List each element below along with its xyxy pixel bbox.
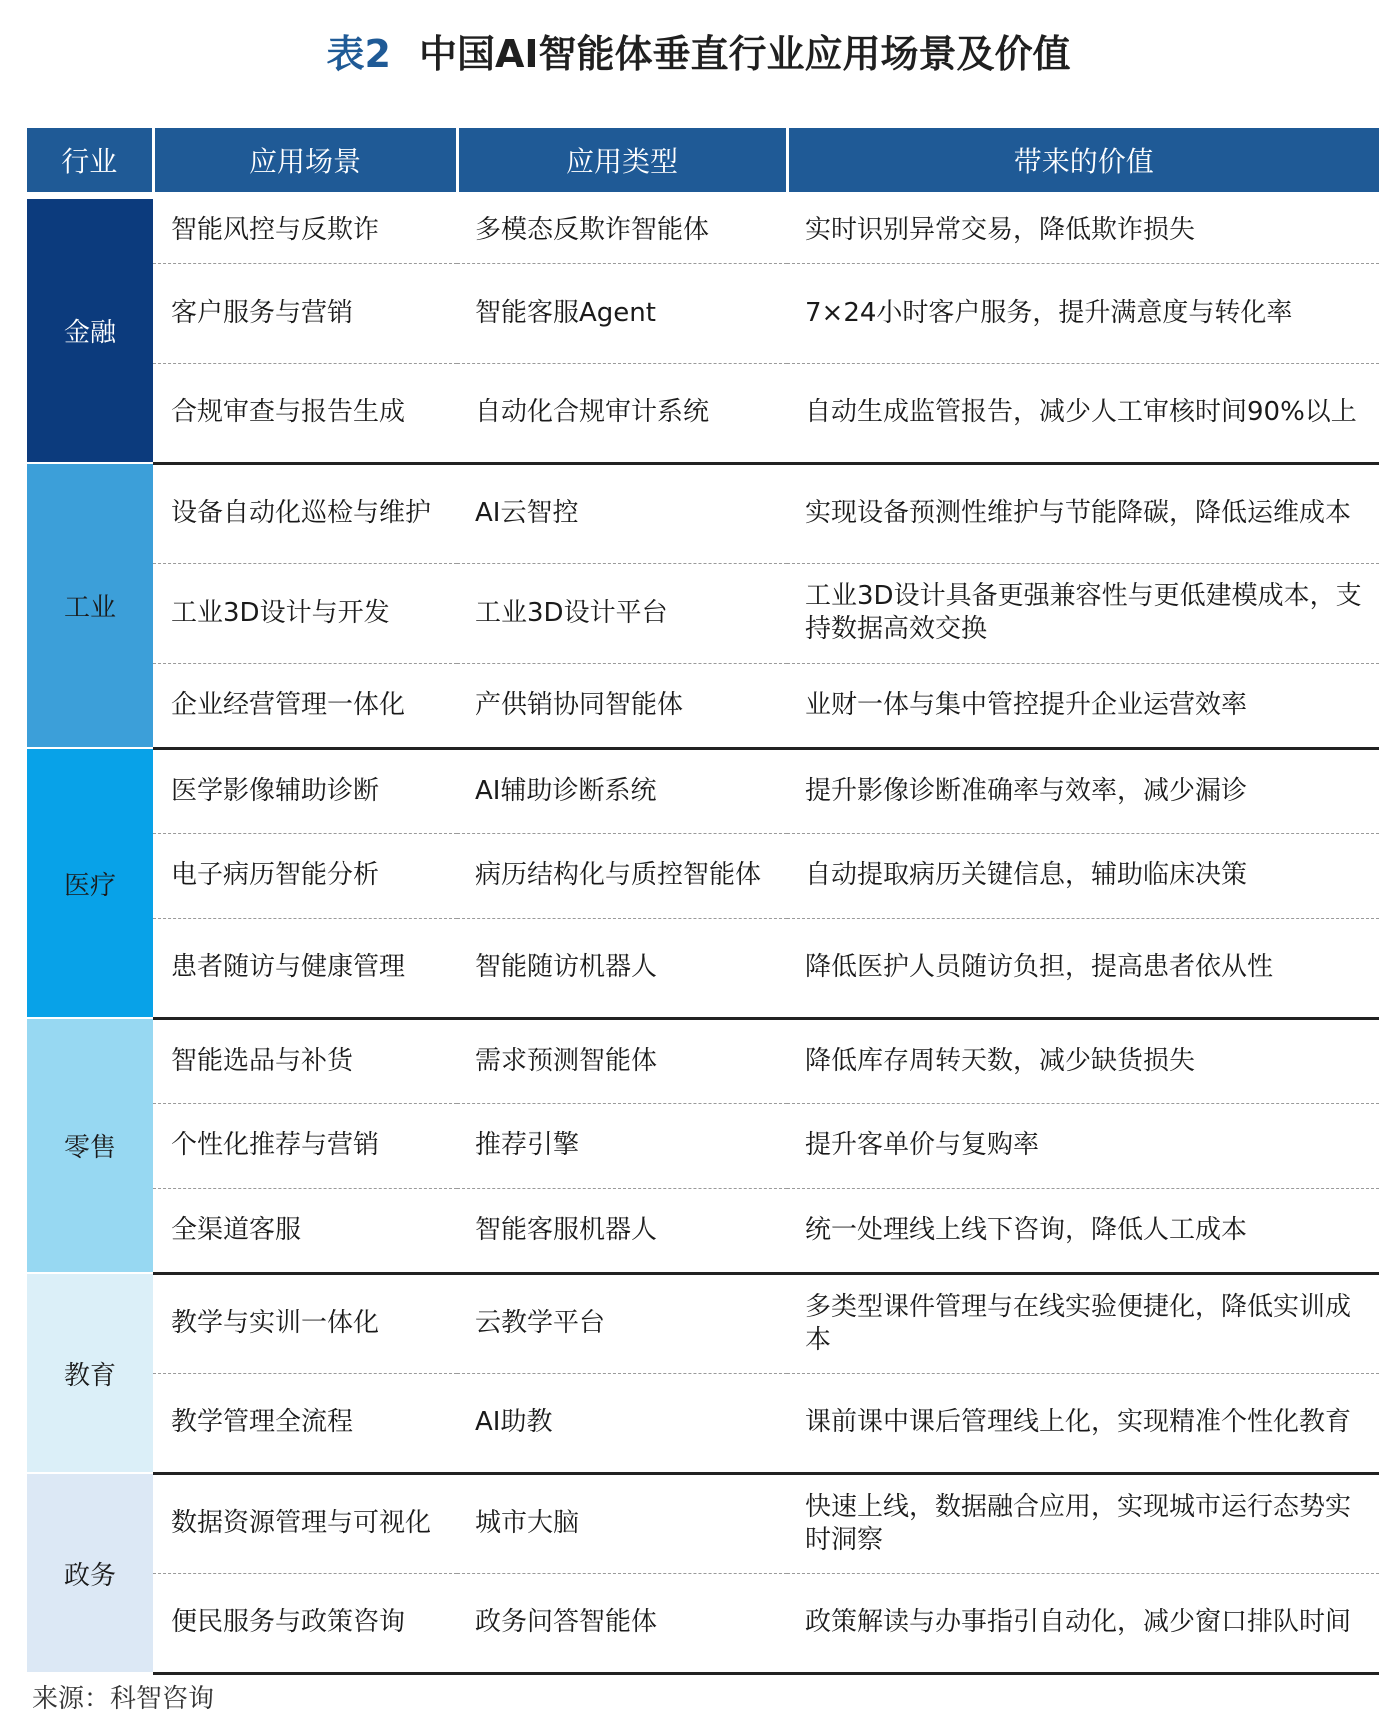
value-cell: 多类型课件管理与在线实验便捷化，降低实训成本 [787,1273,1379,1373]
type-cell: 工业3D设计平台 [457,563,787,663]
type-cell: 推荐引擎 [457,1103,787,1188]
source-note: 来源：科智咨询 [32,1684,215,1714]
type-cell: 智能客服机器人 [457,1188,787,1273]
scenario-cell: 全渠道客服 [153,1188,457,1273]
table-row [27,748,1379,833]
value-cell: 自动提取病历关键信息，辅助临床决策 [787,833,1379,918]
table-body [27,192,1379,1673]
table-number: 表2 [326,32,391,76]
type-cell: 多模态反欺诈智能体 [475,215,710,246]
scenario-cell: 智能风控与反欺诈 [171,215,380,246]
table-title [0,30,1397,78]
value-cell: 7×24小时客户服务，提升满意度与转化率 [787,263,1379,363]
header-value: 带来的价值 [787,128,1379,192]
scenario-cell: 医学影像辅助诊断 [153,748,457,833]
table-row [27,1573,1379,1673]
type-cell: 需求预测智能体 [457,1018,787,1103]
value-cell: 提升客单价与复购率 [787,1103,1379,1188]
table-row [27,1018,1379,1103]
value-cell: 工业3D设计具备更强兼容性与更低建模成本，支持数据高效交换 [787,563,1379,663]
table-row [27,663,1379,748]
scenario-cell: 企业经营管理一体化 [153,663,457,748]
table-row [27,918,1379,1018]
header-row [27,128,1379,192]
type-cell: AI辅助诊断系统 [457,748,787,833]
value-cell: 政策解读与办事指引自动化，减少窗口排队时间 [787,1573,1379,1673]
value-cell: 业财一体与集中管控提升企业运营效率 [787,663,1379,748]
table-row [27,199,1379,263]
table-row [27,1188,1379,1273]
type-cell: 产供销协同智能体 [457,663,787,748]
table-title-text: 中国AI智能体垂直行业应用场景及价值 [418,32,1071,76]
type-cell: 政务问答智能体 [457,1573,787,1673]
table-row [27,563,1379,663]
value-cell: 统一处理线上线下咨询，降低人工成本 [787,1188,1379,1273]
industry-cell: 政务 [27,1473,153,1673]
value-cell: 提升影像诊断准确率与效率，减少漏诊 [787,748,1379,833]
type-cell: 云教学平台 [457,1273,787,1373]
industry-cell: 医疗 [27,748,153,1018]
scenario-cell: 智能选品与补货 [153,1018,457,1103]
industry-cell: 金融 [27,199,153,463]
type-cell: 自动化合规审计系统 [457,363,787,463]
table-row [27,1103,1379,1188]
industry-table [27,128,1379,1675]
type-cell: 智能客服Agent [457,263,787,363]
scenario-cell: 设备自动化巡检与维护 [153,463,457,563]
scenario-cell: 数据资源管理与可视化 [153,1473,457,1573]
scenario-cell: 教学管理全流程 [153,1373,457,1473]
header-type: 应用类型 [457,128,787,192]
scenario-cell: 客户服务与营销 [153,263,457,363]
type-cell: 智能随访机器人 [457,918,787,1018]
header-industry: 行业 [27,128,153,192]
value-cell: 实时识别异常交易，降低欺诈损失 [805,215,1196,246]
industry-cell: 工业 [27,463,153,748]
header-scenario: 应用场景 [153,128,457,192]
table-row [27,263,1379,363]
scenario-cell: 便民服务与政策咨询 [153,1573,457,1673]
value-cell: 快速上线，数据融合应用，实现城市运行态势实时洞察 [787,1473,1379,1573]
scenario-cell: 教学与实训一体化 [153,1273,457,1373]
scenario-cell: 个性化推荐与营销 [153,1103,457,1188]
type-cell: AI云智控 [457,463,787,563]
table-row [27,363,1379,463]
scenario-cell: 工业3D设计与开发 [153,563,457,663]
table-row [27,1473,1379,1573]
industry-cell: 零售 [27,1018,153,1273]
value-cell: 降低库存周转天数，减少缺货损失 [787,1018,1379,1103]
value-cell: 课前课中课后管理线上化，实现精准个性化教育 [787,1373,1379,1473]
scenario-cell: 电子病历智能分析 [153,833,457,918]
table-row [27,463,1379,563]
table-row [27,1273,1379,1373]
type-cell: AI助教 [457,1373,787,1473]
industry-cell: 教育 [27,1273,153,1473]
value-cell: 降低医护人员随访负担，提高患者依从性 [787,918,1379,1018]
scenario-cell: 患者随访与健康管理 [153,918,457,1018]
value-cell: 自动生成监管报告，减少人工审核时间90%以上 [787,363,1379,463]
scenario-cell: 合规审查与报告生成 [153,363,457,463]
type-cell: 城市大脑 [457,1473,787,1573]
header-spacer [27,192,1379,199]
table-row [27,833,1379,918]
type-cell: 病历结构化与质控智能体 [457,833,787,918]
table-row [27,1373,1379,1473]
value-cell: 实现设备预测性维护与节能降碳，降低运维成本 [787,463,1379,563]
